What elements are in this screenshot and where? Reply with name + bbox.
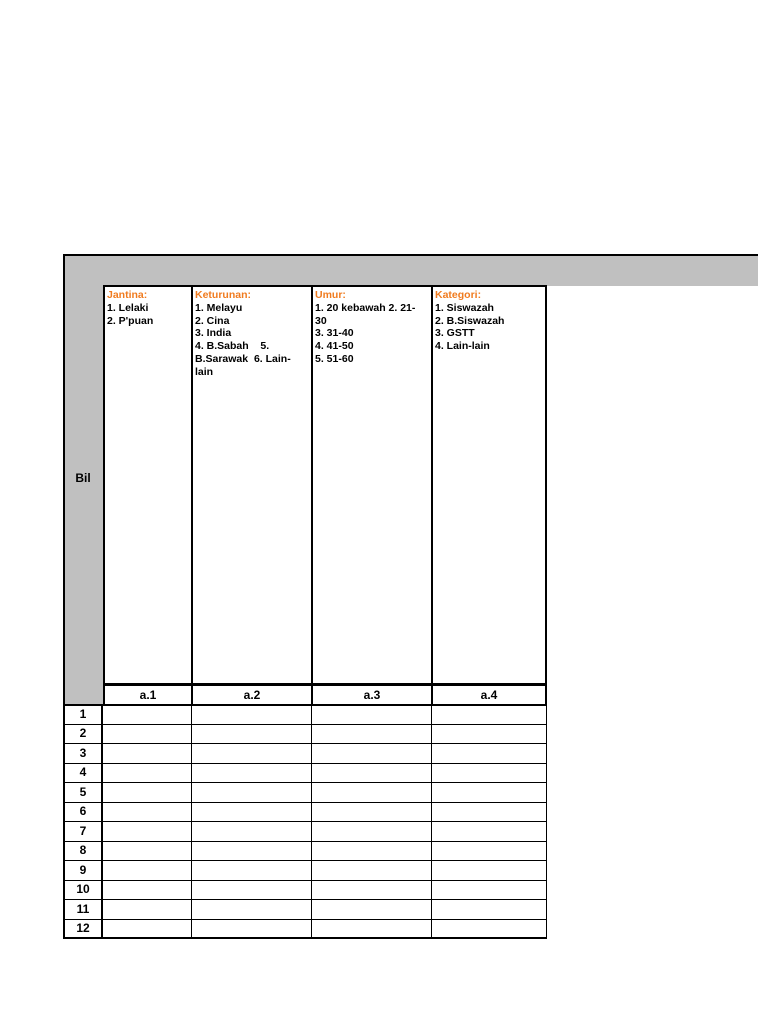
data-cell[interactable]: [103, 724, 192, 744]
data-cell[interactable]: [192, 783, 312, 803]
data-cell[interactable]: [192, 841, 312, 861]
data-cell[interactable]: [103, 841, 192, 861]
option-line: 4. 41-50: [315, 340, 354, 353]
table-row: [63, 802, 547, 822]
option-line: B.Sarawak 6. Lain-: [195, 352, 291, 365]
table-row: [63, 822, 547, 842]
data-cell[interactable]: [432, 900, 547, 920]
header-cell-keturunan: [191, 285, 313, 685]
table-row: [63, 763, 547, 783]
row-number: 1: [63, 705, 103, 725]
data-cell[interactable]: [192, 861, 312, 881]
option-line: 1. Siswazah: [435, 301, 494, 314]
data-cell[interactable]: [432, 802, 547, 822]
row-number: 12: [63, 919, 103, 939]
data-cell[interactable]: [103, 919, 192, 939]
row-number: 4: [63, 763, 103, 783]
data-cell[interactable]: [103, 802, 192, 822]
bil-label: Bil: [75, 471, 91, 485]
data-cell[interactable]: [312, 919, 432, 939]
data-cell[interactable]: [103, 744, 192, 764]
data-cell[interactable]: [103, 900, 192, 920]
header-title: Umur:: [315, 289, 346, 301]
option-line: 2. Cina: [195, 314, 230, 327]
data-cell[interactable]: [312, 763, 432, 783]
option-line: 1. Melayu: [195, 301, 243, 314]
data-cell[interactable]: [432, 724, 547, 744]
table-row: [63, 861, 547, 881]
data-cell[interactable]: [432, 880, 547, 900]
data-cell[interactable]: [432, 822, 547, 842]
row-number: 7: [63, 822, 103, 842]
table-row: [63, 705, 547, 725]
table-row: [63, 783, 547, 803]
data-cell[interactable]: [312, 802, 432, 822]
option-line: 2. B.Siswazah: [435, 314, 505, 327]
data-cell[interactable]: [103, 705, 192, 725]
option-line: 3. India: [195, 327, 232, 340]
option-line: 4. B.Sabah 5.: [195, 340, 270, 353]
data-cell[interactable]: [432, 744, 547, 764]
option-line: 4. Lain-lain: [435, 340, 490, 353]
header-cell-jantina: [103, 285, 193, 685]
table-row: [63, 724, 547, 744]
data-cell[interactable]: [192, 880, 312, 900]
row-number: 3: [63, 744, 103, 764]
option-line: 3. GSTT: [435, 327, 475, 340]
data-cell[interactable]: [432, 861, 547, 881]
option-line: 3. 31-40: [315, 327, 354, 340]
column-code-a1: a.1: [103, 684, 193, 706]
data-cell[interactable]: [432, 841, 547, 861]
data-cell[interactable]: [312, 783, 432, 803]
data-cell[interactable]: [432, 783, 547, 803]
data-cell[interactable]: [192, 919, 312, 939]
option-line: lain: [195, 365, 214, 378]
data-cell[interactable]: [192, 724, 312, 744]
data-cell[interactable]: [192, 802, 312, 822]
data-cell[interactable]: [312, 841, 432, 861]
data-cell[interactable]: [312, 900, 432, 920]
row-number: 10: [63, 880, 103, 900]
data-cell[interactable]: [103, 880, 192, 900]
table-row: [63, 919, 547, 939]
data-cell[interactable]: [312, 744, 432, 764]
option-line: 2. P'puan: [107, 314, 154, 327]
column-code-a4: a.4: [431, 684, 547, 706]
data-cell[interactable]: [312, 724, 432, 744]
option-line: 1. 20 kebawah 2. 21-: [315, 301, 416, 314]
data-cell[interactable]: [312, 880, 432, 900]
data-cell[interactable]: [192, 744, 312, 764]
header-title: Kategori:: [435, 289, 482, 301]
table-row: [63, 880, 547, 900]
option-line: 1. Lelaki: [107, 301, 149, 314]
header-title: Keturunan:: [195, 289, 251, 301]
row-number: 8: [63, 841, 103, 861]
option-line: 30: [315, 314, 327, 327]
data-cell[interactable]: [192, 763, 312, 783]
data-cell[interactable]: [192, 705, 312, 725]
row-number: 2: [63, 724, 103, 744]
data-cell[interactable]: [103, 822, 192, 842]
data-cell[interactable]: [432, 919, 547, 939]
data-cell[interactable]: [103, 783, 192, 803]
data-cell[interactable]: [312, 705, 432, 725]
header-title: Jantina:: [107, 289, 148, 301]
header-cell-umur: [311, 285, 433, 685]
table-row: [63, 900, 547, 920]
column-code-a3: a.3: [311, 684, 433, 706]
header-cell-kategori: [431, 285, 547, 685]
data-cell[interactable]: [103, 763, 192, 783]
row-number: 11: [63, 900, 103, 920]
data-cell[interactable]: [103, 861, 192, 881]
data-cell[interactable]: [192, 822, 312, 842]
data-cell[interactable]: [432, 763, 547, 783]
data-cell[interactable]: [432, 705, 547, 725]
row-number: 5: [63, 783, 103, 803]
data-cell[interactable]: [312, 861, 432, 881]
option-line: 5. 51-60: [315, 352, 354, 365]
column-code-a2: a.2: [191, 684, 313, 706]
row-number: 6: [63, 802, 103, 822]
data-cell[interactable]: [312, 822, 432, 842]
row-number: 9: [63, 861, 103, 881]
header-band: [103, 254, 758, 286]
table-row: [63, 744, 547, 764]
table-row: [63, 841, 547, 861]
data-cell[interactable]: [192, 900, 312, 920]
